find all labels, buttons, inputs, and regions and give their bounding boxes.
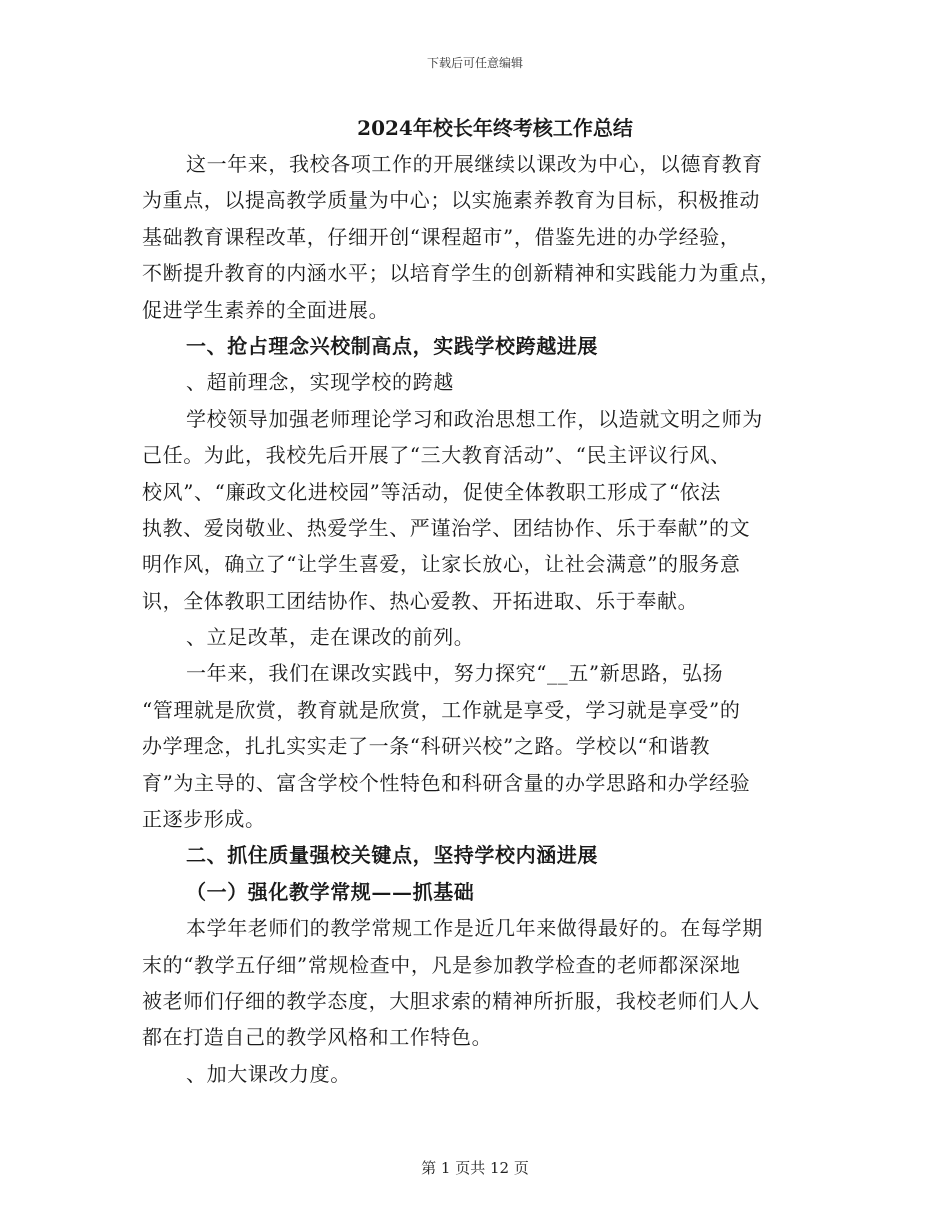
document-body bbox=[142, 110, 808, 1092]
text-line: 明作风，确立了“让学生喜爱，让家长放心，让社会满意”的服务意 bbox=[142, 552, 741, 577]
text-line: 本学年老师们的教学常规工作是近几年来做得最好的。在每学期 bbox=[186, 916, 763, 941]
text-line: “管理就是欣赏，教育就是欣赏，工作就是享受，学习就是享受”的 bbox=[142, 697, 741, 722]
text-line: 都在打造自己的教学风格和工作特色。 bbox=[142, 1025, 493, 1050]
text-line: 识，全体教职工团结协作、热心爱教、开拓进取、乐于奉献。 bbox=[142, 588, 699, 613]
text-line: 、加大课改力度。 bbox=[186, 1061, 351, 1086]
section-heading: 一、抢占理念兴校制高点，实践学校跨越进展 bbox=[186, 333, 598, 358]
text-line: 基础教育课程改革，仔细开创“课程超市”，借鉴先进的办学经验， bbox=[142, 224, 741, 249]
text-line: 末的“教学五仔细”常规检查中，凡是参加教学检查的老师都深深地 bbox=[142, 952, 741, 977]
text-line: 、超前理念，实现学校的跨越 bbox=[186, 370, 454, 395]
section-heading: （一）强化教学常规——抓基础 bbox=[186, 879, 475, 904]
text-line: 不断提升教育的内涵水平；以培育学生的创新精神和实践能力为重点， bbox=[142, 261, 781, 286]
page-header: 下载后可任意编辑 bbox=[426, 56, 523, 70]
text-line: 被老师们仔细的教学态度，大胆求索的精神所折服，我校老师们人人 bbox=[142, 988, 760, 1013]
paragraph-lines bbox=[142, 146, 808, 1092]
text-line: 己任。为此，我校先后开展了“三大教育活动”、“民主评议行风、 bbox=[142, 443, 731, 468]
text-line: 校风”、“廉政文化进校园”等活动，促使全体教职工形成了“依法 bbox=[142, 479, 721, 504]
text-line: 办学理念，扎扎实实走了一条“科研兴校”之路。学校以“和谐教 bbox=[142, 734, 711, 759]
text-line: 为重点，以提高教学质量为中心；以实施素养教育为目标，积极推动 bbox=[142, 188, 760, 213]
text-line: 正逐步形成。 bbox=[142, 807, 266, 832]
text-line: 育”为主导的、富含学校个性特色和科研含量的办学思路和办学经验 bbox=[142, 770, 751, 795]
text-line: 促进学生素养的全面进展。 bbox=[142, 297, 390, 322]
text-line: 这一年来，我校各项工作的开展继续以课改为中心，以德育教育 bbox=[186, 152, 763, 176]
page-footer: 第 1 页共 12 页 bbox=[421, 1159, 529, 1177]
section-heading: 二、抓住质量强校关键点，坚持学校内涵进展 bbox=[186, 843, 598, 868]
text-line: 一年来，我们在课改实践中，努力探究“__五”新思路，弘扬 bbox=[186, 661, 724, 686]
document-title: 2024年校长年终考核工作总结 bbox=[357, 116, 633, 140]
text-line: 执教、爱岗敬业、热爱学生、严谨治学、团结协作、乐于奉献”的文 bbox=[142, 515, 751, 540]
text-line: 学校领导加强老师理论学习和政治思想工作，以造就文明之师为 bbox=[186, 406, 763, 431]
text-line: 、立足改革，走在课改的前列。 bbox=[186, 625, 475, 650]
